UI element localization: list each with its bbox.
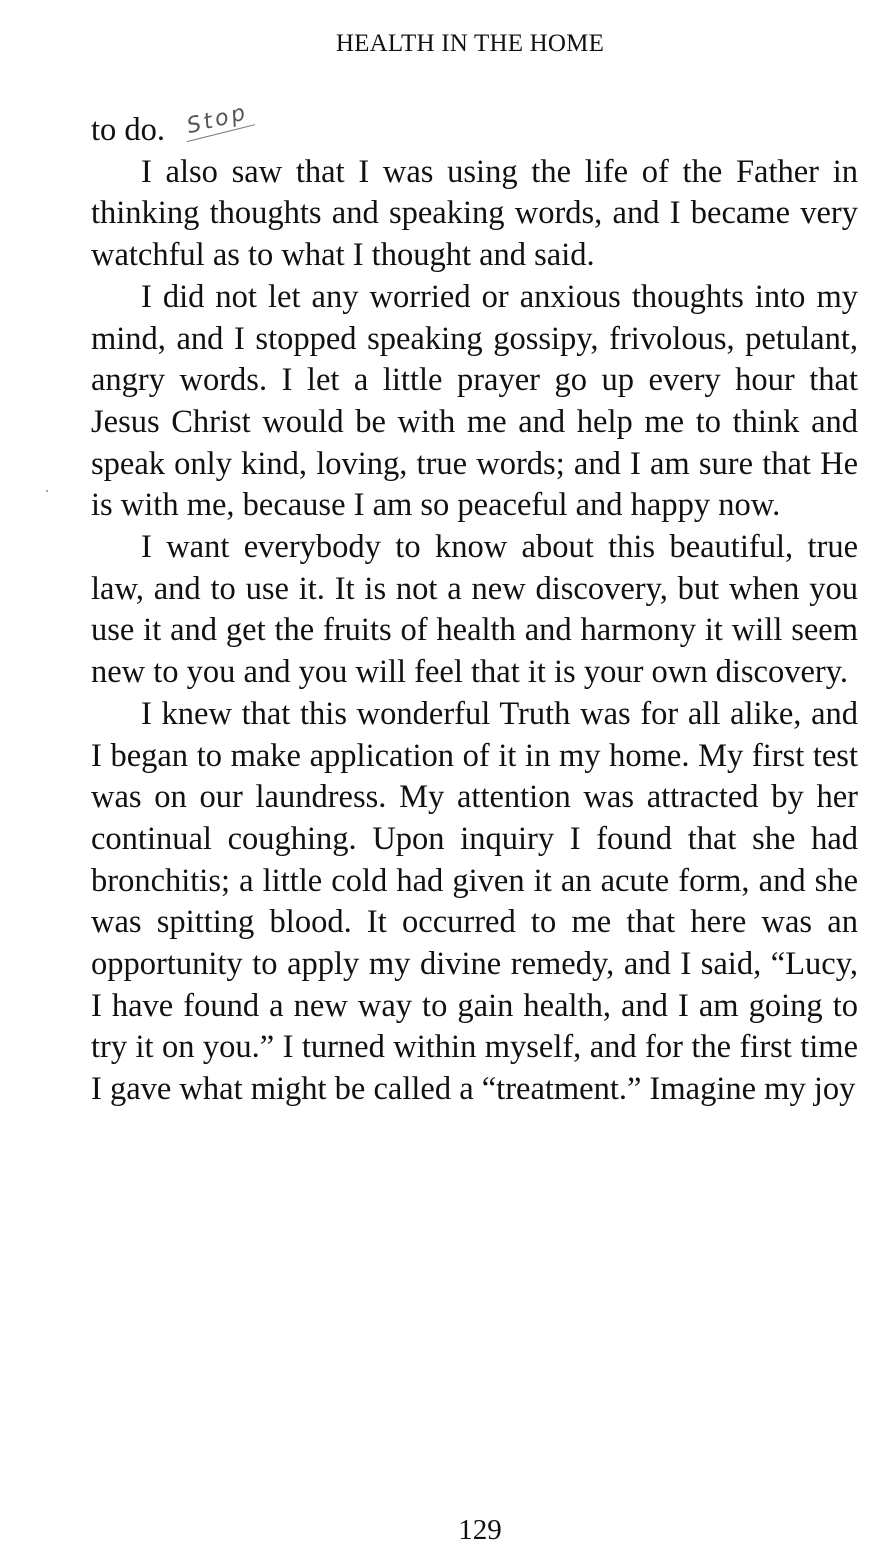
handwritten-margin-note: Stop — [181, 101, 255, 142]
opening-line — [91, 99, 858, 152]
paragraph-4: I knew that this wonderful Truth was for all alike, and I began to make application of it in my home. My first test was on our laundress. My attention was attracted by her continual coughing. Upon inquiry I found that she had bronchitis; a little cold had given it an acute form, and she was spitting blood. It occurred to me that here was an opportunity to apply my divine remedy, and I said, “Lucy, I have found a new way to gain health, and I am going to try it on you.” I turned within myself, and for the first time I gave what might be called a “treatment.” Imagine my joy — [91, 695, 858, 1108]
paragraph-3: I want everybody to know about this beautiful, true law, and to use it. It is not a new discovery, but when you use it and get the fruits of health and harmony it will seem new to you and you will feel that it is your own discovery. — [91, 529, 858, 691]
body-text — [91, 99, 858, 1111]
page-number: 129 — [458, 1514, 502, 1546]
paragraph-2: I did not let any worried or anxious thoughts into my mind, and I stopped speaking gossipy, frivolous, petulant, angry words. I let a little prayer go up every hour that Jesus Christ would be with me and help me to think and speak only kind, loving, true words; and I am sure that He is with me, because I am so peaceful and happy now. — [91, 278, 858, 524]
paragraph-1: I also saw that I was using the life of the Father in thinking thoughts and speaking words, and I became very watchful as to what I thought and said. — [91, 153, 858, 274]
scan-speck — [46, 490, 48, 492]
opening-fragment: to do. — [91, 112, 166, 148]
running-head: HEALTH IN THE HOME — [335, 30, 605, 57]
